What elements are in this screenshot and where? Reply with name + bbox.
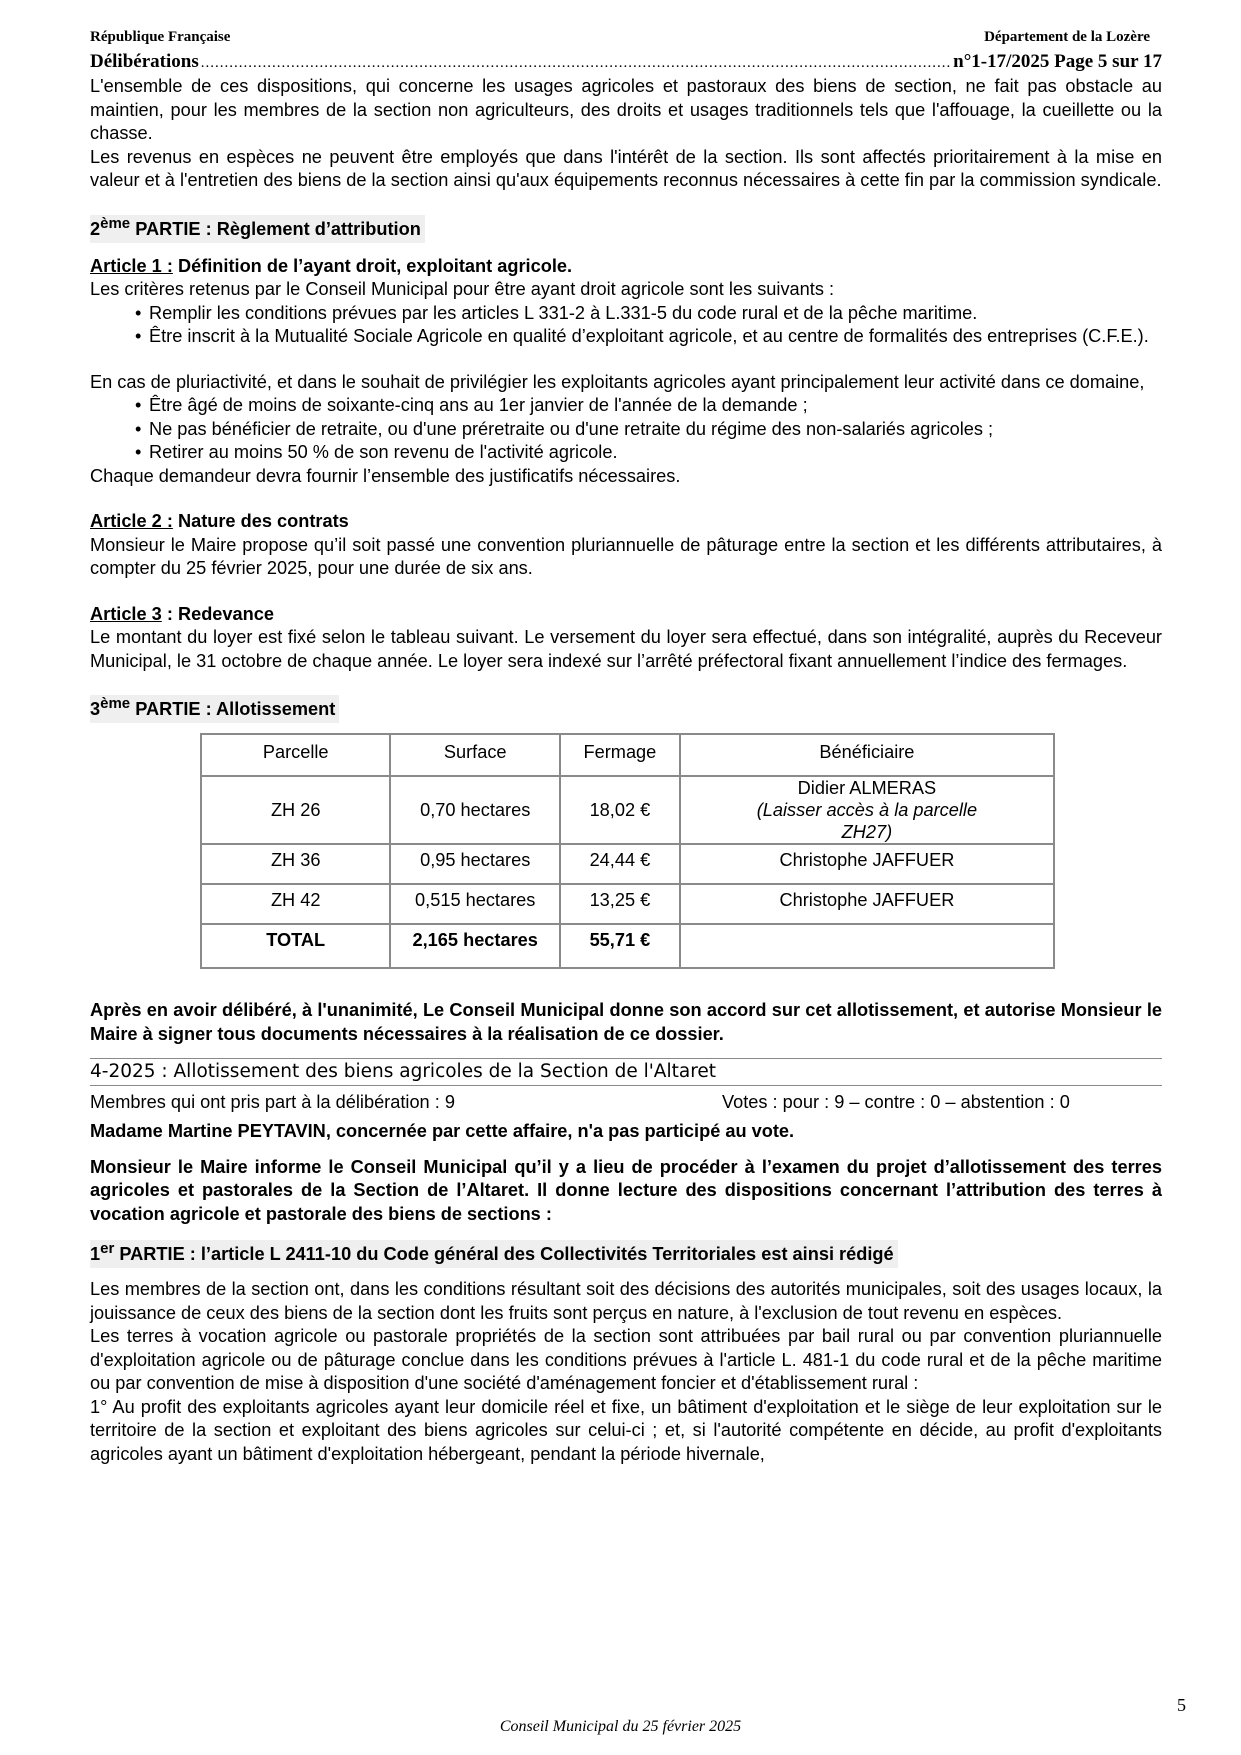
part1-heading: 1er PARTIE : l’article L 2411-10 du Code général des Collectivités Territoriales est ainsi rédigé bbox=[90, 1240, 898, 1268]
intro-paragraph-2: Les revenus en espèces ne peuvent être employés que dans l'intérêt de la section. Ils sont affectés prioritairement à la mise en valeur et à l'entretien des biens de la section ainsi qu'aux équipements reconnus nécessaires à cette fin par la commission syndicale. bbox=[90, 146, 1162, 190]
header-dot-leader bbox=[201, 50, 951, 75]
members-count: Membres qui ont pris part à la délibération : 9 bbox=[90, 1092, 455, 1112]
cell-beneficiaire: Christophe JAFFUER bbox=[680, 844, 1054, 884]
article1-title: Définition de l’ayant droit, exploitant agricole. bbox=[172, 255, 573, 276]
cell-total-label: TOTAL bbox=[201, 924, 390, 968]
intro-paragraph-1: L'ensemble de ces dispositions, qui concerne les usages agricoles et pastoraux des biens de section, ne fait pas obstacle au maintien, pour les membres de la section non agriculteurs, des droits et usages traditionnels tels que l'affouage, la cueillette ou la chasse. bbox=[90, 76, 1162, 143]
article3-label: Article 3 bbox=[90, 603, 162, 624]
footer: Conseil Municipal du 25 février 2025 bbox=[499, 1718, 742, 1735]
article3-title: : Redevance bbox=[161, 603, 274, 624]
article2-heading bbox=[90, 510, 1162, 534]
part2-heading: 2ème PARTIE : Règlement d’attribution bbox=[90, 215, 425, 243]
decision-paragraph: Après en avoir délibéré, à l'unanimité, Le Conseil Municipal donne son accord sur cet allotissement, et autorise Monsieur le Maire à signer tous documents nécessaires à la réalisation de ce dossier. bbox=[90, 1000, 1162, 1044]
cell-total-beneficiaire bbox=[680, 924, 1054, 968]
table-row bbox=[201, 844, 1054, 884]
cell-total-fermage: 55,71 € bbox=[560, 924, 680, 968]
header-republic: République Française bbox=[90, 29, 231, 45]
document-header-top bbox=[90, 28, 1162, 46]
code-paragraph-2: Les terres à vocation agricole ou pastorale propriétés de la section sont attribuées par bail rural ou par convention pluriannuelle d'exploitation agricole ou de pâturage conclue dans les conditions prévues à l'article L. 481-1 du code rural et de la pêche maritime ou par convention de mise à disposition d'une société d'aménagement foncier et d'établissement rural : bbox=[90, 1326, 1162, 1393]
list-item: • Être âgé de moins de soixante-cinq ans au 1er janvier de l'année de la demande ; bbox=[135, 394, 1162, 418]
table-row bbox=[201, 884, 1054, 924]
cell-beneficiaire bbox=[680, 776, 1054, 844]
cell-parcelle: ZH 36 bbox=[201, 844, 390, 884]
cell-fermage: 18,02 € bbox=[560, 776, 680, 844]
cell-fermage: 13,25 € bbox=[560, 884, 680, 924]
list-item: • Retirer au moins 50 % de son revenu de l'activité agricole. bbox=[135, 441, 1162, 465]
cell-beneficiaire: Christophe JAFFUER bbox=[680, 884, 1054, 924]
article1-criteria-list bbox=[90, 302, 1162, 349]
article2-text: Monsieur le Maire propose qu’il soit passé une convention pluriannuelle de pâturage entre la section et les différents attributaires, à compter du 25 février 2025, pour une durée de six ans. bbox=[90, 534, 1162, 578]
article1-intro: Les critères retenus par le Conseil Municipal pour être ayant droit agricole sont les suivants : bbox=[90, 279, 835, 299]
votes-summary: Votes : pour : 9 – contre : 0 – abstention : 0 bbox=[722, 1092, 1070, 1112]
article1-closing: Chaque demandeur devra fournir l’ensemble des justificatifs nécessaires. bbox=[90, 465, 681, 486]
article3-text: Le montant du loyer est fixé selon le tableau suivant. Le versement du loyer sera effectué, dans son intégralité, auprès du Receveur Municipal, le 31 octobre de chaque année. Le loyer sera indexé sur l’arrêté préfectoral fixant annuellement l’indice des fermages. bbox=[90, 627, 1162, 671]
column-header: Surface bbox=[390, 734, 560, 776]
column-header: Fermage bbox=[560, 734, 680, 776]
cell-total-surface: 2,165 hectares bbox=[390, 924, 560, 968]
cell-parcelle: ZH 42 bbox=[201, 884, 390, 924]
article1-pluriactivity: En cas de pluriactivité, et dans le souhait de privilégier les exploitants agricoles ayant principalement leur activité dans ce domaine, bbox=[90, 371, 1145, 392]
page-content bbox=[90, 28, 1162, 1466]
code-paragraph-1: Les membres de la section ont, dans les conditions résultant soit des décisions des autorités municipales, soit des usages locaux, la jouissance de ceux des biens de la section dont les fruits sont perçus en nature, à l'exclusion de tout revenu en espèces. bbox=[90, 1279, 1162, 1323]
deliberation-meta bbox=[90, 1090, 1162, 1114]
article1-label: Article 1 : bbox=[90, 255, 173, 276]
abstention-note: Madame Martine PEYTAVIN, concernée par cette affaire, n'a pas participé au vote. bbox=[90, 1121, 795, 1141]
part3-heading: 3ème PARTIE : Allotissement bbox=[90, 695, 339, 723]
article1-heading bbox=[90, 255, 1162, 279]
cell-surface: 0,95 hectares bbox=[390, 844, 560, 884]
list-item: • Être inscrit à la Mutualité Sociale Agricole en qualité d’exploitant agricole, et au centre de formalités des entreprises (C.F.E.). bbox=[135, 325, 1162, 349]
allotment-table bbox=[200, 733, 1055, 969]
cell-surface: 0,70 hectares bbox=[390, 776, 560, 844]
table-total-row bbox=[201, 924, 1054, 968]
cell-fermage: 24,44 € bbox=[560, 844, 680, 884]
cell-surface: 0,515 hectares bbox=[390, 884, 560, 924]
column-header: Bénéficiaire bbox=[680, 734, 1054, 776]
code-paragraph-3: 1° Au profit des exploitants agricoles ayant leur domicile réel et fixe, un bâtiment d'exploitation et le siège de leur exploitation sur le territoire de la section et exploitant des biens agricoles sur celui-ci ; et, si l'autorité compétente en décide, au profit d'exploitants agricoles ayant un bâtiment d'exploitation hébergeant, pendant la période hivernale, bbox=[90, 1396, 1162, 1464]
article2-label: Article 2 : bbox=[90, 511, 173, 531]
header-page-ref: n°1-17/2025 Page 5 sur 17 bbox=[953, 51, 1162, 72]
list-item: • Remplir les conditions prévues par les articles L 331-2 à L.331-5 du code rural et de la pêche maritime. bbox=[135, 302, 1162, 326]
page-number: 5 bbox=[1177, 1695, 1186, 1715]
deliberation-intro: Monsieur le Maire informe le Conseil Municipal qu’il y a lieu de procéder à l’examen du projet d’allotissement des terres agricoles et pastorales de la Section de l’Altaret. Il donne lecture des dispositions concernant l’attribution des terres à vocation agricole et pastorale des biens de sections : bbox=[90, 1156, 1162, 1224]
article1-pluriactivity-list bbox=[90, 394, 1162, 465]
header-department: Département de la Lozère bbox=[984, 29, 1150, 45]
table-row bbox=[201, 776, 1054, 844]
article3-heading bbox=[90, 603, 1162, 627]
article2-title: Nature des contrats bbox=[172, 511, 349, 531]
beneficiary-note: (Laisser accès à la parcelle ZH27) bbox=[756, 800, 978, 842]
deliberation-title: 4-2025 : Allotissement des biens agricoles de la Section de l'Altaret bbox=[90, 1061, 717, 1082]
document-header-bottom bbox=[90, 50, 1162, 75]
beneficiary-name: Didier ALMERAS bbox=[797, 778, 937, 798]
list-item: • Ne pas bénéficier de retraite, ou d'une préretraite ou d'une retraite du régime des non-salariés agricoles ; bbox=[135, 418, 1162, 442]
column-header: Parcelle bbox=[201, 734, 390, 776]
cell-parcelle: ZH 26 bbox=[201, 776, 390, 844]
header-deliberations: Délibérations bbox=[90, 51, 199, 72]
table-header-row bbox=[201, 734, 1054, 776]
